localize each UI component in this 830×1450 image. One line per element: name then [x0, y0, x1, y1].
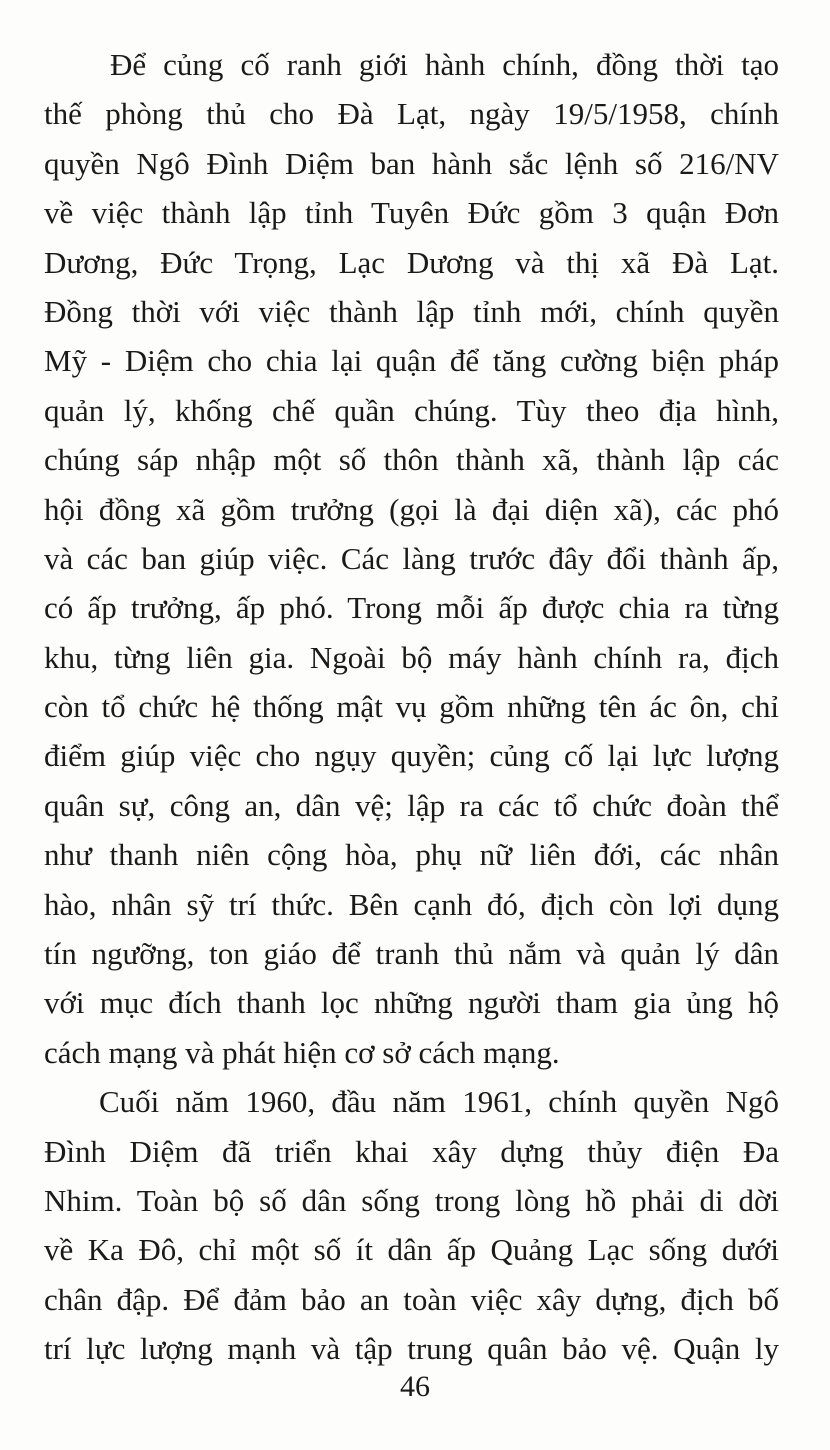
paragraph-1 — [44, 40, 779, 1077]
text-line: quyền Ngô Đình Diệm ban hành sắc lệnh số 216/NV — [44, 145, 779, 181]
paragraph-2 — [44, 1077, 779, 1373]
text-line: có ấp trưởng, ấp phó. Trong mỗi ấp được chia ra từng — [44, 590, 779, 626]
text-line: về việc thành lập tỉnh Tuyên Đức gồm 3 quận Đơn — [44, 195, 779, 231]
text-line: quân sự, công an, dân vệ; lập ra các tổ chức đoàn thể — [44, 787, 779, 823]
text-line: tín ngưỡng, ton giáo để tranh thủ nắm và quản lý dân — [44, 936, 779, 972]
text-line: chân đập. Để đảm bảo an toàn việc xây dựng, địch bố — [44, 1281, 779, 1317]
text-line: Mỹ - Diệm cho chia lại quận để tăng cường biện pháp — [44, 343, 779, 379]
text-line: về Ka Đô, chỉ một số ít dân ấp Quảng Lạc sống dưới — [44, 1232, 779, 1268]
text-line: Đình Diệm đã triển khai xây dựng thủy điện Đa — [44, 1133, 779, 1169]
text-line: Nhim. Toàn bộ số dân sống trong lòng hồ phải di dời — [44, 1182, 779, 1218]
text-line: hào, nhân sỹ trí thức. Bên cạnh đó, địch còn lợi dụng — [44, 886, 779, 922]
text-line: trí lực lượng mạnh và tập trung quân bảo vệ. Quận ly — [44, 1331, 779, 1367]
body-text — [44, 40, 779, 1374]
text-line: điểm giúp việc cho ngụy quyền; củng cố lại lực lượng — [44, 738, 779, 774]
text-line: quản lý, khống chế quần chúng. Tùy theo địa hình, — [44, 392, 779, 428]
text-line: và các ban giúp việc. Các làng trước đây đổi thành ấp, — [44, 540, 779, 576]
text-line: thế phòng thủ cho Đà Lạt, ngày 19/5/1958, chính — [44, 96, 779, 132]
text-line: Đồng thời với việc thành lập tỉnh mới, chính quyền — [44, 293, 779, 329]
text-line: Dương, Đức Trọng, Lạc Dương và thị xã Đà Lạt. — [44, 244, 779, 280]
text-line: với mục đích thanh lọc những người tham gia ủng hộ — [44, 985, 779, 1021]
text-line: cách mạng và phát hiện cơ sở cách mạng. — [44, 1034, 560, 1070]
text-line: khu, từng liên gia. Ngoài bộ máy hành chính ra, địch — [44, 639, 779, 675]
text-line: Cuối năm 1960, đầu năm 1961, chính quyền Ngô — [99, 1084, 779, 1120]
text-line: như thanh niên cộng hòa, phụ nữ liên đới, các nhân — [44, 837, 779, 873]
text-line: chúng sáp nhập một số thôn thành xã, thành lập các — [44, 442, 779, 478]
text-line: còn tổ chức hệ thống mật vụ gồm những tên ác ôn, chỉ — [44, 689, 779, 725]
text-line: hội đồng xã gồm trưởng (gọi là đại diện xã), các phó — [44, 491, 779, 527]
page-number: 46 — [400, 1370, 430, 1403]
text-line: Để củng cố ranh giới hành chính, đồng thời tạo — [110, 47, 779, 82]
